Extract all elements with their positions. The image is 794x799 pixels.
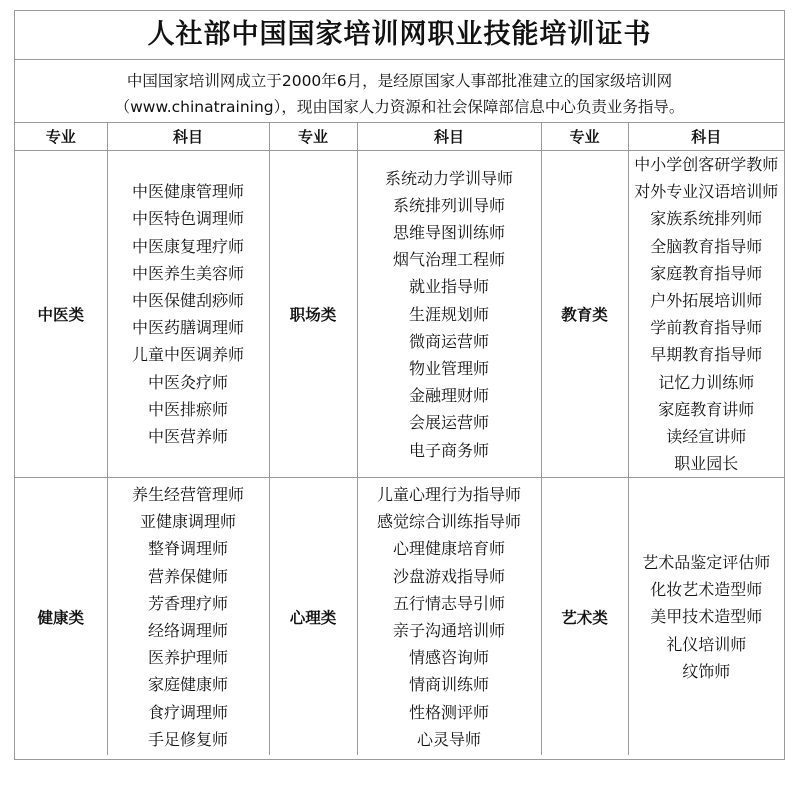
category-psychology: 心理类 (269, 478, 357, 756)
subject-item: 对外专业汉语培训师 (634, 182, 779, 202)
header-subject: 科目 (628, 123, 784, 151)
subject-item: 礼仪培训师 (666, 634, 747, 654)
subject-item: 中医营养师 (147, 427, 228, 447)
subject-item: 中医保健刮痧师 (131, 291, 244, 311)
subject-item: 家庭健康师 (147, 675, 228, 695)
subject-item: 儿童中医调养师 (131, 345, 244, 365)
subject-item: 中医排瘀师 (147, 399, 228, 419)
subject-item: 儿童心理行为指导师 (376, 484, 521, 504)
header-subject: 科目 (107, 123, 269, 151)
subject-item: 感觉综合训练指导师 (376, 512, 521, 532)
subject-item: 中医健康管理师 (131, 182, 244, 202)
subject-item: 全脑教育指导师 (650, 236, 763, 256)
header-major: 专业 (269, 123, 357, 151)
subject-item: 读经宣讲师 (666, 427, 747, 447)
category-health: 健康类 (15, 478, 107, 756)
subject-item: 中医药膳调理师 (131, 318, 244, 338)
subject-item: 中医灸疗师 (147, 372, 228, 392)
subject-list (629, 549, 785, 685)
subject-item: 中医特色调理师 (131, 209, 244, 229)
subject-list (358, 165, 541, 464)
subject-item: 中医养生美容师 (131, 263, 244, 283)
category-tcm: 中医类 (15, 151, 107, 478)
subject-item: 中小学创客研学教师 (634, 155, 779, 174)
category-art: 艺术类 (541, 478, 628, 756)
subject-item: 微商运营师 (408, 331, 489, 351)
subject-item: 手足修复师 (147, 729, 228, 749)
subject-item: 记忆力训练师 (658, 372, 755, 392)
subject-item: 思维导图训练师 (392, 223, 505, 242)
category-workplace: 职场类 (269, 151, 357, 478)
subject-item: 户外拓展培训师 (650, 291, 763, 311)
category-education: 教育类 (541, 151, 628, 478)
subject-item: 艺术品鉴定评估师 (642, 552, 771, 572)
subjects-table (15, 123, 784, 755)
subject-item: 电子商务师 (408, 440, 489, 460)
subject-item: 心理健康培育师 (392, 539, 505, 559)
table-row (15, 478, 784, 756)
subject-item: 经络调理师 (147, 620, 228, 640)
subject-item: 学前教育指导师 (650, 318, 763, 338)
subject-item: 亲子沟通培训师 (392, 620, 505, 640)
subject-item: 五行情志导引师 (392, 593, 505, 613)
subject-list (358, 481, 541, 753)
intro-line-2: （www.chinatraining），现由国家人力资源和社会保障部信息中心负责业务指导。 (114, 98, 685, 116)
subject-list-cell (107, 478, 269, 756)
subject-list-cell (628, 151, 784, 478)
intro-paragraph (15, 60, 784, 123)
subject-item: 情感咨询师 (408, 648, 489, 668)
subject-item: 家族系统排列师 (650, 209, 763, 229)
subject-item: 系统动力学训导师 (384, 168, 513, 188)
subject-item: 性格测评师 (408, 702, 489, 722)
table-header-row (15, 123, 784, 151)
subject-item: 会展运营师 (408, 413, 489, 433)
subject-item: 沙盘游戏指导师 (392, 566, 505, 586)
certificate-sheet (14, 10, 785, 760)
header-major: 专业 (15, 123, 107, 151)
subject-list-cell (107, 151, 269, 478)
subject-item: 中医康复理疗师 (131, 236, 244, 256)
subject-item: 美甲技术造型师 (650, 607, 763, 627)
subject-item: 营养保健师 (147, 566, 228, 586)
subject-item: 早期教育指导师 (650, 345, 763, 365)
subject-list-cell (357, 151, 541, 478)
subject-item: 心灵导师 (416, 729, 481, 749)
page-title: 人社部中国国家培训网职业技能培训证书 (15, 11, 784, 60)
subject-item: 整脊调理师 (147, 539, 228, 559)
subject-item: 情商训练师 (408, 675, 489, 695)
header-major: 专业 (541, 123, 628, 151)
subject-item: 职业园长 (674, 454, 739, 474)
subject-item: 烟气治理工程师 (392, 250, 505, 270)
subject-list-cell (357, 478, 541, 756)
subject-item: 家庭教育指导师 (650, 263, 763, 283)
subject-item: 家庭教育讲师 (658, 399, 755, 419)
intro-line-1: 中国国家培训网成立于2000年6月，是经原国家人事部批准建立的国家级培训网 (126, 72, 673, 90)
subject-list (108, 481, 269, 753)
subject-item: 医养护理师 (147, 648, 228, 668)
subject-list (108, 178, 269, 450)
subject-list-cell (628, 478, 784, 756)
subject-item: 生涯规划师 (408, 304, 489, 324)
header-subject: 科目 (357, 123, 541, 151)
subject-item: 芳香理疗师 (147, 593, 228, 613)
subject-item: 亚健康调理师 (139, 512, 236, 532)
subject-list (629, 151, 785, 477)
subject-item: 养生经营管理师 (131, 484, 244, 504)
table-row (15, 151, 784, 478)
subject-item: 系统排列训导师 (392, 195, 505, 215)
subject-item: 就业指导师 (408, 277, 489, 297)
subject-item: 物业管理师 (408, 359, 489, 379)
subject-item: 纹饰师 (682, 661, 731, 681)
subject-item: 化妆艺术造型师 (650, 580, 763, 600)
subject-item: 金融理财师 (408, 386, 489, 406)
subject-item: 食疗调理师 (147, 702, 228, 722)
